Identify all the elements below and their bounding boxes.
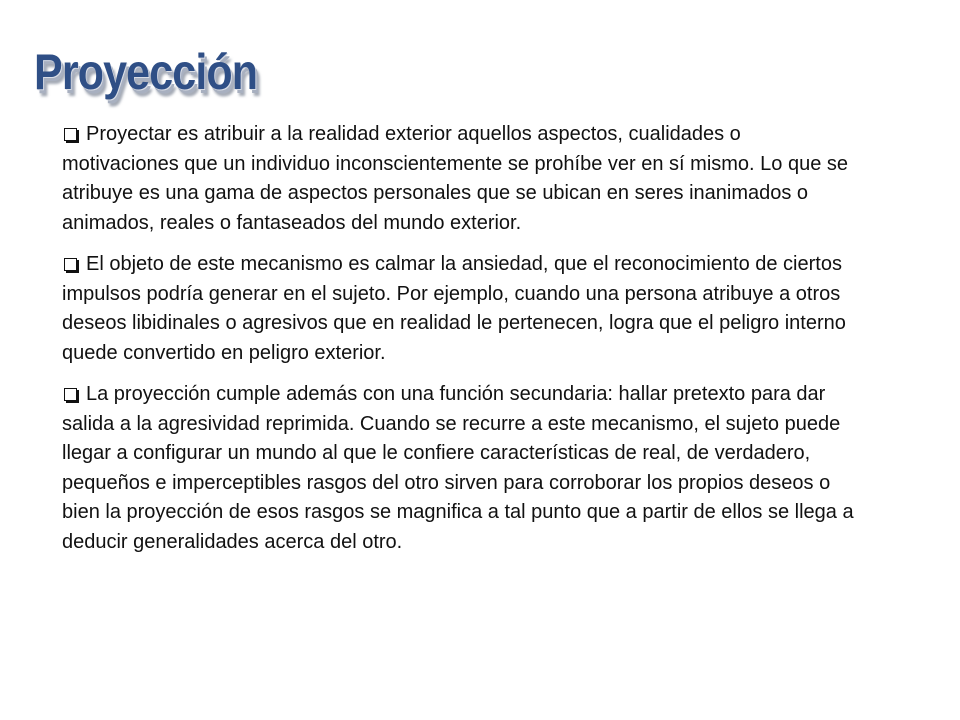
bullet-paragraph-3 [62, 380, 862, 557]
paragraph-text: Proyectar es atribuir a la realidad exterior aquellos aspectos, cualidades o motivaciones que un individuo inconscientemente se prohíbe ver en sí mismo. Lo que se atribuye es una gama de aspectos personales que se ubican en seres inanimados o animados, reales o fantaseados del mundo exterior. [62, 123, 849, 234]
paragraph-text: El objeto de este mecanismo es calmar la ansiedad, que el reconocimiento de ciertos impulsos podría generar en el sujeto. Por ejemplo, cuando una persona atribuye a otros deseos libidinales o agresivos que en realidad le pertenecen, logra que el peligro interno quede convertido en peligro exterior. [62, 253, 846, 364]
checkbox-bullet-icon [64, 128, 77, 141]
paragraph-text: La proyección cumple además con una función secundaria: hallar pretexto para dar salida a la agresividad reprimida. Cuando se recurre a este mecanismo, el sujeto puede llegar a configurar un mundo al que le confiere características de real, de verdadero, pequeños e imperceptibles rasgos del otro sirven para corroborar los propios deseos o bien la proyección de esos rasgos se magnifica a tal punto que a partir de ellos se llega a deducir generalidades acerca del otro. [62, 383, 854, 553]
slide-title: Proyección [34, 44, 258, 100]
checkbox-bullet-icon [64, 388, 77, 401]
bullet-paragraph-1 [62, 120, 862, 238]
checkbox-bullet-icon [64, 258, 77, 271]
slide-body [62, 120, 862, 569]
bullet-paragraph-2 [62, 250, 862, 368]
